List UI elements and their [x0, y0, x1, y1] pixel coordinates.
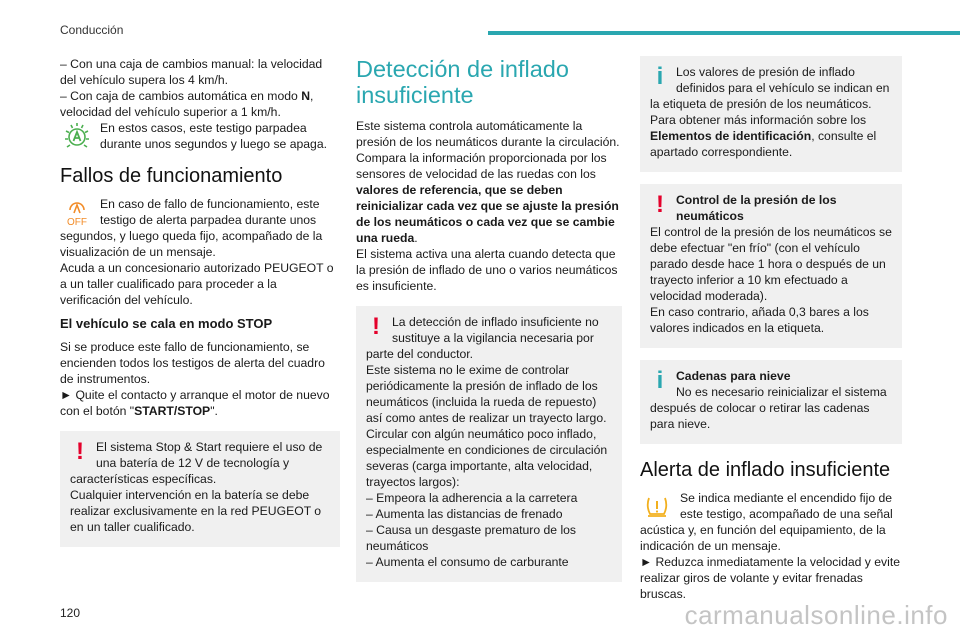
warning-text-2: Cualquier intervención en la batería se debe realizar exclusivamente en la red PEUGEOT o en un taller cualificado. — [70, 488, 322, 534]
info-icon: i — [656, 367, 664, 394]
tire-pressure-warning-icon — [640, 490, 674, 522]
alerta-text: Se indica mediante el encendido fijo de este testigo, acompañado de una señal acústica y, en función del equipamiento, de la indicación de un mensaje. — [640, 491, 893, 553]
cala-text: Si se produce este fallo de funcionamiento, se encienden todos los testigos de alerta del cuadro de instrumentos. — [60, 340, 325, 386]
pressure-control-warning-box — [640, 184, 902, 348]
condition-manual: – Con una caja de cambios manual: la velocidad del vehículo supera los 4 km/h. — [60, 57, 323, 87]
warning-text-2: Este sistema no le exime de controlar periódicamente la presión de inflado de los neumáticos (incluida la rueda de repuesto) así como antes de realizar un trayecto largo. — [366, 363, 607, 425]
deteccion-p1: Este sistema controla automáticamente la presión de los neumáticos durante la circulación. — [356, 119, 620, 149]
pressure-info-box — [640, 56, 902, 172]
warning-icon: ! — [372, 313, 380, 340]
list-item: – Aumenta las distancias de frenado — [366, 507, 563, 521]
fallos-text: En caso de fallo de funcionamiento, este testigo de alerta parpadea durante unos segundos, y luego queda fijo, acompañado de la visualización de un mensaje. — [60, 197, 323, 259]
deteccion-p2: Compara la información proporcionada por los sensores de velocidad de las ruedas con los valores de referencia, que se deben reinicializar cada vez que se ajuste la presión de los neumáticos o cada vez que se cambie una rueda. — [356, 151, 619, 245]
info-text-2: Para obtener más información sobre los Elementos de identificación, consulte el apartado correspondiente. — [650, 113, 877, 159]
stop-start-indicator-icon — [60, 120, 94, 152]
cala-action: ► Quite el contacto y arranque el motor de nuevo con el botón "START/STOP". — [60, 388, 330, 418]
off-label: OFF — [67, 217, 87, 228]
page-number: 120 — [60, 606, 81, 620]
fallos-text-2: Acuda a un concesionario autorizado PEUGEOT o a un taller cualificado para proceder a la verificación del vehículo. — [60, 261, 334, 307]
heading-deteccion: Detección de inflado insuficiente — [356, 56, 569, 108]
heading-cala: El vehículo se cala en modo STOP — [60, 316, 273, 331]
list-item: – Empeora la adherencia a la carretera — [366, 491, 578, 505]
deteccion-p3: El sistema activa una alerta cuando detecta que la presión de inflado de uno o varios neumáticos es insuficiente. — [356, 247, 618, 293]
info-text-1: Los valores de presión de inflado definidos para el vehículo se indican en la etiqueta de presión de los neumáticos. — [650, 65, 890, 111]
watermark: carmanualsonline.info — [684, 600, 948, 630]
warning-icon: ! — [656, 191, 664, 218]
heading-fallos: Fallos de funcionamiento — [60, 165, 283, 187]
warning-icon: ! — [76, 438, 84, 465]
info-icon: i — [656, 63, 664, 90]
list-item: – Causa un desgaste prematuro de los neumáticos — [366, 523, 577, 553]
warning-text-2: En caso contrario, añada 0,3 bares a los valores indicados en la etiqueta. — [650, 305, 869, 335]
alerta-action: ► Reduzca inmediatamente la velocidad y evite realizar giros de volante y evitar frenadas bruscas. — [640, 555, 901, 601]
column-2 — [356, 56, 622, 582]
column-3 — [640, 56, 902, 602]
warning-text-1: La detección de inflado insuficiente no sustituye a la vigilancia necesaria por parte del conductor. — [366, 315, 599, 361]
warning-title: Control de la presión de los neumáticos — [676, 193, 837, 223]
stop-start-off-icon — [60, 196, 94, 228]
column-1 — [60, 56, 340, 547]
section-accent-bar — [488, 31, 960, 35]
condition-automatic: – Con caja de cambios automática en modo N, velocidad del vehículo superior a 1 km/h. — [60, 89, 314, 119]
warning-text-1: El control de la presión de los neumáticos se debe efectuar "en frío" (con el vehículo parado desde hace 1 hora o después de un trayecto inferior a 10 km efectuado a velocidad moderada). — [650, 225, 892, 303]
warning-text-1: El sistema Stop & Start requiere el uso de una batería de 12 V de tecnología y características específicas. — [70, 440, 323, 486]
snow-chains-info-box — [640, 360, 902, 444]
indicator-text: En estos casos, este testigo parpadea durante unos segundos y luego se apaga. — [100, 121, 327, 151]
inflation-warning-box — [356, 306, 622, 582]
heading-alerta: Alerta de inflado insuficiente — [640, 459, 891, 481]
warning-text-3: Circular con algún neumático poco inflado, especialmente en condiciones de circulación severas (carga importante, alta velocidad, trayectos largos): — [366, 427, 608, 489]
alerta-note — [640, 490, 902, 554]
list-item: – Aumenta el consumo de carburante — [366, 555, 569, 569]
indicator-note — [60, 120, 340, 152]
info-text: No es necesario reinicializar el sistema después de colocar o retirar las cadenas para nieve. — [650, 385, 887, 431]
fallos-note — [60, 196, 340, 260]
battery-warning-box — [60, 431, 340, 547]
section-title: Conducción — [60, 23, 124, 37]
info-title: Cadenas para nieve — [676, 369, 791, 383]
